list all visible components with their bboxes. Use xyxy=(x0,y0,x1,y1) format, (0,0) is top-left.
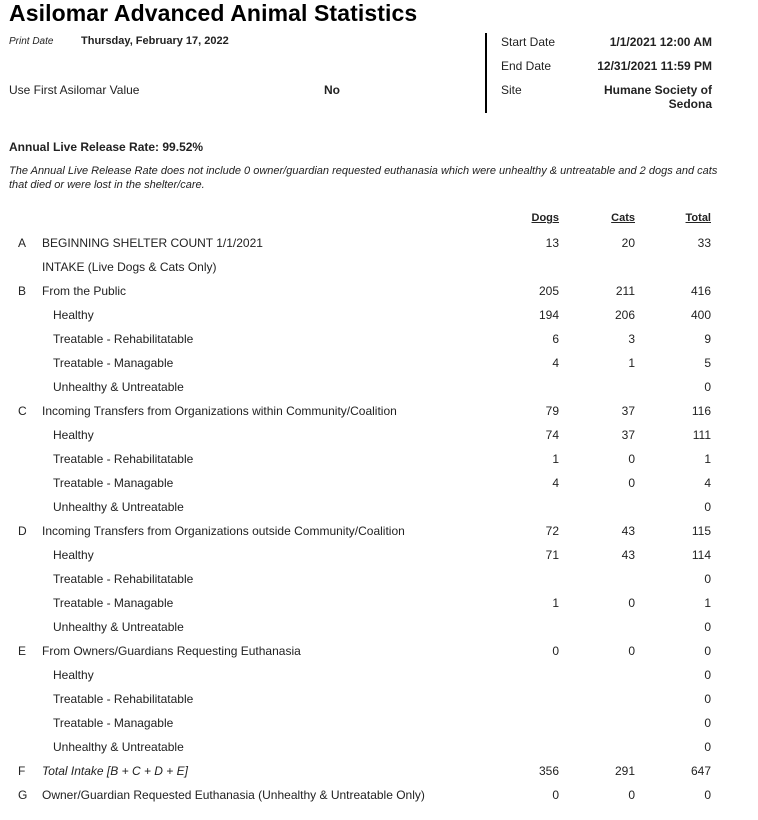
header-divider xyxy=(485,33,487,113)
start-date-value: 1/1/2021 12:00 AM xyxy=(609,35,712,49)
cats-cell: 0 xyxy=(628,788,635,802)
start-date-label: Start Date xyxy=(501,35,556,49)
table-row xyxy=(0,524,758,548)
row-label: Owner/Guardian Requested Euthanasia (Unhealthy & Untreatable Only) xyxy=(42,788,425,802)
total-cell: 0 xyxy=(704,788,711,802)
cats-cell: 0 xyxy=(628,452,635,466)
row-label: Healthy xyxy=(53,428,94,442)
table-row xyxy=(0,260,758,284)
table-row xyxy=(0,668,758,692)
row-letter: F xyxy=(18,764,26,778)
row-label: From Owners/Guardians Requesting Euthanasia xyxy=(42,644,301,658)
table-row xyxy=(0,740,758,764)
dogs-cell: 13 xyxy=(545,236,559,250)
row-label: Treatable - Rehabilitatable xyxy=(53,452,194,466)
table-row xyxy=(0,644,758,668)
row-label: Unhealthy & Untreatable xyxy=(53,740,184,754)
total-cell: 0 xyxy=(704,740,711,754)
site-value-line2: Sedona xyxy=(668,97,712,111)
total-cell: 9 xyxy=(704,332,711,346)
total-cell: 0 xyxy=(704,692,711,706)
total-cell: 116 xyxy=(691,404,711,418)
row-label: Treatable - Managable xyxy=(53,476,174,490)
table-row xyxy=(0,236,758,260)
total-cell: 0 xyxy=(704,620,711,634)
table-row xyxy=(0,572,758,596)
column-header-total: Total xyxy=(685,212,711,224)
row-label: Healthy xyxy=(53,548,94,562)
dogs-cell: 6 xyxy=(552,332,559,346)
table-row xyxy=(0,308,758,332)
print-date-label: Print Date xyxy=(9,36,54,47)
total-cell: 114 xyxy=(691,548,711,562)
table-row xyxy=(0,404,758,428)
row-label: Healthy xyxy=(53,308,94,322)
dogs-cell: 0 xyxy=(552,788,559,802)
row-letter: A xyxy=(18,236,27,250)
row-label: Unhealthy & Untreatable xyxy=(53,500,184,514)
end-date-value: 12/31/2021 11:59 PM xyxy=(597,59,712,73)
cats-cell: 1 xyxy=(628,356,635,370)
table-row xyxy=(0,332,758,356)
table-row xyxy=(0,764,758,788)
total-cell: 4 xyxy=(704,476,711,490)
release-rate-note: The Annual Live Release Rate does not include 0 owner/guardian requested euthanasia which were unhealthy & untreatable and 2 dogs and cats that died or were lost in the shelter/care. xyxy=(9,165,718,191)
row-label: Incoming Transfers from Organizations outside Community/Coalition xyxy=(42,524,405,538)
use-first-asilomar-label: Use First Asilomar Value xyxy=(9,83,140,97)
row-label: Total Intake [B + C + D + E] xyxy=(42,764,188,778)
total-cell: 0 xyxy=(704,572,711,586)
row-label: From the Public xyxy=(42,284,127,298)
total-cell: 115 xyxy=(691,524,711,538)
dogs-cell: 4 xyxy=(552,356,559,370)
total-cell: 5 xyxy=(704,356,711,370)
dogs-cell: 4 xyxy=(552,476,559,490)
site-label: Site xyxy=(501,83,522,97)
dogs-cell: 72 xyxy=(545,524,559,538)
row-label: Treatable - Managable xyxy=(53,356,174,370)
dogs-cell: 0 xyxy=(552,644,559,658)
total-cell: 111 xyxy=(692,428,711,442)
table-row xyxy=(0,596,758,620)
row-letter: E xyxy=(18,644,27,658)
row-label: Treatable - Rehabilitatable xyxy=(53,572,194,586)
table-row xyxy=(0,500,758,524)
total-cell: 0 xyxy=(704,668,711,682)
dogs-cell: 1 xyxy=(552,596,559,610)
cats-cell: 211 xyxy=(615,284,635,298)
row-label: Unhealthy & Untreatable xyxy=(53,620,184,634)
cats-cell: 3 xyxy=(628,332,635,346)
row-letter: C xyxy=(18,404,27,418)
table-row xyxy=(0,692,758,716)
total-cell: 400 xyxy=(690,308,711,322)
column-header-dogs: Dogs xyxy=(531,212,559,224)
total-cell: 0 xyxy=(704,644,711,658)
total-cell: 647 xyxy=(690,764,711,778)
row-letter: B xyxy=(18,284,27,298)
table-row xyxy=(0,284,758,308)
total-cell: 0 xyxy=(704,716,711,730)
cats-cell: 0 xyxy=(628,476,635,490)
row-letter: G xyxy=(18,788,28,802)
row-label: Treatable - Rehabilitatable xyxy=(53,692,194,706)
table-row xyxy=(0,476,758,500)
row-label: Treatable - Managable xyxy=(53,596,174,610)
total-cell: 1 xyxy=(704,596,711,610)
column-header-cats: Cats xyxy=(611,212,635,224)
print-date-value: Thursday, February 17, 2022 xyxy=(81,35,229,47)
cats-cell: 206 xyxy=(614,308,635,322)
row-letter: D xyxy=(18,524,27,538)
table-row xyxy=(0,428,758,452)
table-row xyxy=(0,716,758,740)
row-label: INTAKE (Live Dogs & Cats Only) xyxy=(42,260,217,274)
cats-cell: 43 xyxy=(621,548,635,562)
dogs-cell: 356 xyxy=(538,764,559,778)
end-date-label: End Date xyxy=(501,59,552,73)
total-cell: 0 xyxy=(704,500,711,514)
cats-cell: 291 xyxy=(614,764,635,778)
total-cell: 1 xyxy=(704,452,711,466)
dogs-cell: 205 xyxy=(538,284,559,298)
total-cell: 33 xyxy=(697,236,711,250)
row-label: Unhealthy & Untreatable xyxy=(53,380,184,394)
cats-cell: 43 xyxy=(621,524,635,538)
dogs-cell: 71 xyxy=(545,548,559,562)
total-cell: 0 xyxy=(704,380,711,394)
row-label: Healthy xyxy=(53,668,94,682)
row-label: Treatable - Managable xyxy=(53,716,174,730)
use-first-asilomar-value: No xyxy=(324,83,340,97)
site-value xyxy=(582,83,712,111)
total-cell: 416 xyxy=(690,284,711,298)
table-row xyxy=(0,356,758,380)
annual-live-release-rate: Annual Live Release Rate: 99.52% xyxy=(9,140,204,154)
row-label: Treatable - Rehabilitatable xyxy=(53,332,194,346)
table-row xyxy=(0,620,758,644)
cats-cell: 37 xyxy=(621,404,635,418)
cats-cell: 37 xyxy=(621,428,635,442)
report-title: Asilomar Advanced Animal Statistics xyxy=(9,0,418,26)
dogs-cell: 79 xyxy=(545,404,559,418)
table-row xyxy=(0,380,758,404)
dogs-cell: 194 xyxy=(538,308,559,322)
dogs-cell: 74 xyxy=(545,428,559,442)
cats-cell: 0 xyxy=(628,644,635,658)
site-value-line1: Humane Society of xyxy=(603,83,712,97)
cats-cell: 20 xyxy=(621,236,635,250)
table-row xyxy=(0,788,758,812)
table-row xyxy=(0,548,758,572)
table-row xyxy=(0,452,758,476)
row-label: BEGINNING SHELTER COUNT 1/1/2021 xyxy=(42,236,263,250)
dogs-cell: 1 xyxy=(552,452,559,466)
row-label: Incoming Transfers from Organizations within Community/Coalition xyxy=(42,404,397,418)
cats-cell: 0 xyxy=(628,596,635,610)
